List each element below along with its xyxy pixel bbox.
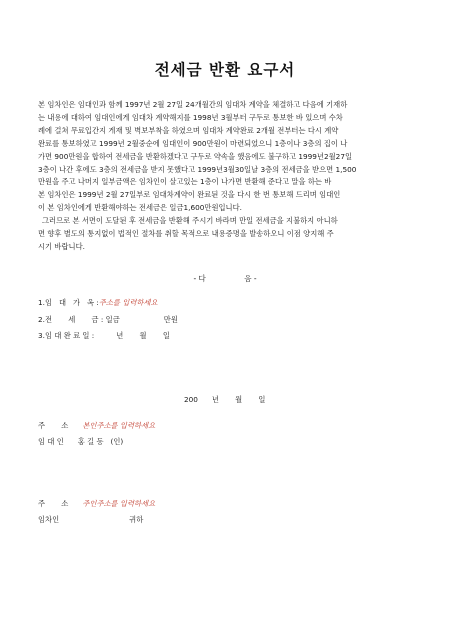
body-line: 3층이 나간 후에도 3층의 전세금을 받지 못했다고 1999년3월30일날 3층의 전세금을 받으면 1,500 xyxy=(38,164,357,174)
name-label: 임차인 xyxy=(38,515,60,524)
item-label: 1.임 대 가 옥 : xyxy=(38,298,99,307)
section-heading xyxy=(0,273,450,284)
body-line: 본 임차인은 1999년 2월 27일부로 임대차계약이 완료된 것을 다시 한 번 통보해 드리며 임대인 xyxy=(38,190,341,200)
document-body xyxy=(38,99,414,254)
body-line: 이 본 임차인에게 반환해야하는 전세금은 일금1,600만원입니다. xyxy=(38,203,242,213)
body-line: 례에 걸쳐 무료입간지 게재 및 벽보부착을 하였으며 임대차 계약완료 2개월 전부터는 다시 계약 xyxy=(38,125,339,135)
body-line: 완료를 통보하였고 1999년 2월중순에 임대인이 900만원이 마련되었으니 1층이나 3층의 집이 나 xyxy=(38,138,348,148)
address-value: 본인주소를 입력하세요 xyxy=(82,421,156,430)
body-line: 그러므로 본 서면이 도달된 후 전세금을 반환해 주시기 바라며 만일 전세금을 지불하지 아니하 xyxy=(42,216,338,226)
landlord-address-row xyxy=(38,421,155,431)
item-label: 3.임 대 완 료 일 : xyxy=(38,331,95,340)
body-line: 면 향후 별도의 통지없이 법적인 절차를 취할 목적으로 내용증명을 발송하오니 이점 양지해 주 xyxy=(38,229,334,239)
document-title: 전세금 반환 요구서 xyxy=(154,60,296,79)
heading-right: 음 - xyxy=(244,274,257,283)
item-label: 2.전 세 금 : 일금 xyxy=(38,315,120,324)
address-label: 주 소 xyxy=(38,421,69,430)
body-line: 가면 900만원을 합하여 전세금을 반환하겠다고 구두로 약속을 했음에도 불구하고 1999년2월27일 xyxy=(38,151,353,161)
name-label: 임 대 인 xyxy=(38,437,64,446)
heading-left: - 다 xyxy=(193,274,206,283)
item-value: 만원 xyxy=(163,315,178,324)
name-value: 귀하 xyxy=(129,515,144,524)
address-value: 주인주소를 입력하세요 xyxy=(82,499,156,508)
tenant-address-row xyxy=(38,499,155,509)
body-line: 만원을 주고 나머지 일부금액은 임차인이 살고있는 1층이 나가면 반환해 준다고 말을 하는 바 xyxy=(38,177,332,187)
address-label: 주 소 xyxy=(38,499,69,508)
item-deposit xyxy=(38,315,178,325)
body-line: 본 임차인은 임대인과 함께 1997년 2월 27일 24개월간의 임대차 계약을 체결하고 다음에 기재하 xyxy=(38,100,348,109)
item-value: 주소를 입력하세요 xyxy=(98,298,158,307)
item-rental-house xyxy=(38,298,158,308)
date-line: 200 년 월 일 xyxy=(184,395,266,404)
name-value: 홍 길 동 (인) xyxy=(77,437,124,446)
item-value: 년 월 일 xyxy=(116,331,170,340)
item-end-date xyxy=(38,331,170,341)
landlord-name-row xyxy=(38,437,123,447)
body-line: 시기 바랍니다. xyxy=(38,241,85,251)
body-line: 는 내용에 대하여 임대인에게 임대차 계약해지를 1998년 3월부터 구두로 통보한 바 있으며 수차 xyxy=(38,112,343,122)
tenant-name-row xyxy=(38,515,143,525)
